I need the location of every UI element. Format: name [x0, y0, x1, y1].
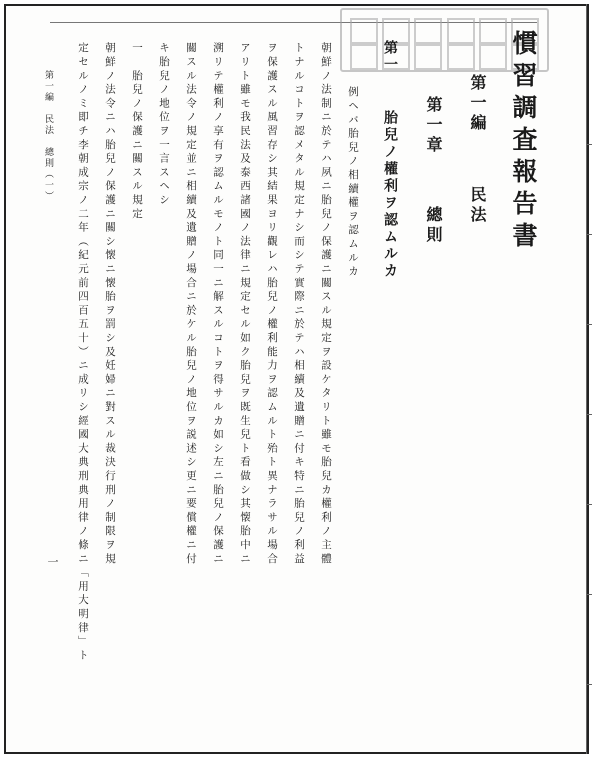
part-name: 民法	[468, 186, 487, 226]
section-heading: 第一	[382, 40, 398, 74]
text-column: アリト雖モ我民法及泰西諸國ノ法律ニ規定セル如ク胎兒ヲ既生兒ト看做シ其懐胎中ニ	[239, 42, 251, 567]
text-column: キ胎兒ノ地位ヲ一言スヘシ	[158, 42, 170, 208]
text-column: 例ヘバ胎兒ノ相續權ヲ認ムルカ	[347, 86, 359, 280]
section-name: 胎兒ノ權利ヲ認ムルカ	[382, 110, 398, 280]
part-heading: 第一編	[468, 74, 487, 134]
page-edge-strip	[586, 4, 593, 754]
book-title: 慣習調査報告書	[509, 30, 538, 254]
subsection-heading: 一 胎兒ノ保護ニ關スル規定	[131, 42, 143, 222]
text-column: ヲ保護スル風習存シ其結果ヨリ觀レハ胎兒ノ權利能力ヲ認ムルト殆ト異ナラサル場合	[266, 42, 278, 567]
text-column: 定セルノミ即チ李朝成宗ノ二年（紀元前四百五十）ニ成リシ經國大典刑典用律ノ條ニ「用大明律」ト	[77, 42, 89, 663]
text-column: トナルコトヲ認メタル規定ナシ而シテ實際ニ於テハ相續及遺贈ニ付キ特ニ胎兒ノ利益	[293, 42, 305, 567]
text-column: 朝鮮ノ法制ニ於テハ夙ニ胎兒ノ保護ニ關スル規定ヲ設ケタリト雖モ胎兒カ權利ノ主體	[320, 42, 332, 567]
text-column: 溯リテ權利ノ享有ヲ認ムルモノト同一ニ解スルコトヲ得サルカ如シ左ニ胎兒ノ保護ニ	[212, 42, 224, 567]
page-number: 一	[46, 556, 59, 569]
text-column: 關スル法令ノ規定並ニ相續及遺贈ノ場合ニ於ケル胎兒ノ地位ヲ説述シ更ニ要償權ニ付	[185, 42, 197, 567]
chapter-heading: 第一章	[424, 96, 443, 156]
running-footer: 第一編 民法 總則（一）	[43, 70, 53, 202]
chapter-name: 總則	[424, 206, 443, 246]
text-column: 朝鮮ノ法令ニハ胎兒ノ保護ニ關シ懐ニ懐胎ヲ罰シ及妊婦ニ對スル裁決行刑ノ制限ヲ規	[104, 42, 116, 567]
